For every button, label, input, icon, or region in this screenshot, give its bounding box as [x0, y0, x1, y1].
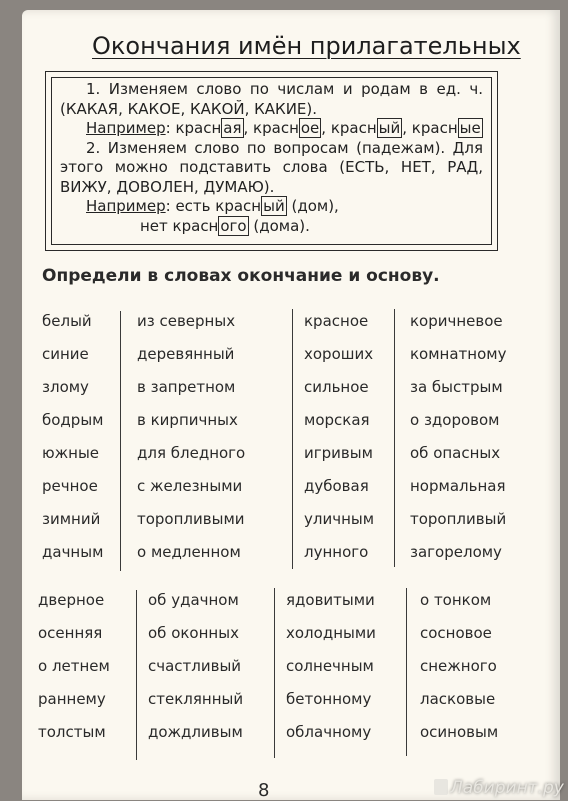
example-label: Например: [86, 119, 166, 137]
word: злому: [42, 378, 89, 396]
word: за быстрым: [410, 378, 503, 396]
word: дверное: [38, 591, 105, 609]
task-heading: Определи в словах окончание и основу.: [42, 266, 440, 286]
page-title: Окончания имён прилагательных: [92, 32, 521, 60]
word-column: [42, 305, 103, 569]
word: морская: [304, 411, 370, 429]
column-divider: [406, 588, 407, 756]
page-number: 8: [258, 780, 270, 801]
word-column: [410, 305, 506, 569]
word: об удачном: [148, 591, 239, 609]
word: речное: [42, 477, 98, 495]
rule-paragraph-2: 2. Изменяем слово по вопросам (падежам). Для этого можно подставить слова (ЕСТЬ, НЕТ, РАД, ВИЖУ, ДОВОЛЕН, ДУМАЮ).: [60, 138, 483, 196]
ending-box: ого: [220, 216, 247, 235]
word-column: [286, 584, 376, 749]
word-column: [420, 584, 498, 749]
word-column: [304, 305, 374, 569]
word: белый: [42, 312, 92, 330]
ending-box: ая: [223, 119, 242, 137]
word: о летнем: [38, 657, 110, 675]
column-divider: [274, 588, 275, 758]
word-column: [137, 305, 245, 569]
word: ласковые: [420, 690, 496, 708]
rule-box: [45, 71, 498, 251]
watermark-text: Лабиринт.ру: [450, 778, 564, 798]
rule-paragraph-1: 1. Изменяем слово по числам и родам в ед. ч. (КАКАЯ, КАКОЕ, КАКОЙ, КАКИЕ).: [60, 80, 483, 118]
word: хороших: [304, 345, 374, 363]
word: с железными: [137, 477, 243, 495]
word: дачным: [42, 543, 104, 561]
word: сосновое: [420, 624, 492, 642]
word: в кирпичных: [137, 411, 238, 429]
word: о тонком: [420, 591, 492, 609]
rule-example-2-line-1: Например: есть красн ый (дом),: [86, 197, 339, 215]
word: комнатному: [410, 345, 507, 363]
word-column: [38, 584, 110, 749]
word: синие: [42, 345, 89, 363]
word: об оконных: [148, 624, 239, 642]
ending-box: ый: [263, 197, 285, 215]
word: торопливый: [410, 510, 507, 528]
example-label: Например: [86, 197, 166, 215]
word: для бледного: [137, 444, 246, 462]
word: бодрым: [42, 411, 104, 429]
word: стеклянный: [148, 690, 244, 708]
column-divider: [120, 311, 121, 571]
word: коричневое: [410, 312, 503, 330]
word: загорелому: [410, 543, 502, 561]
word: деревянный: [137, 345, 235, 363]
word: красное: [304, 312, 369, 330]
word: холодными: [286, 624, 376, 642]
word: игривым: [304, 444, 373, 462]
word: снежного: [420, 657, 497, 675]
word: солнечным: [286, 657, 374, 675]
word: осенняя: [38, 624, 103, 642]
word: дубовая: [304, 477, 369, 495]
labirint-logo-icon: [434, 779, 448, 795]
word: зимний: [42, 510, 101, 528]
word: бетонному: [286, 690, 372, 708]
word-column: [148, 584, 243, 749]
rule-example-1: Например: красн ая , красн ое , красн ый , красн ые: [86, 119, 481, 137]
word: нормальная: [410, 477, 506, 495]
ending-box: ое: [300, 119, 320, 137]
workbook-page: [22, 10, 564, 801]
word: толстым: [38, 723, 106, 741]
word: сильное: [304, 378, 369, 396]
word: о медленном: [137, 543, 241, 561]
rule-example-2-line-2: нет красн ого (дома).: [140, 216, 310, 235]
word: о здоровом: [410, 411, 500, 429]
word: счастливый: [148, 657, 242, 675]
word: из северных: [137, 312, 236, 330]
column-divider: [292, 309, 293, 569]
rule-content: [51, 77, 492, 245]
word: осиновым: [420, 723, 499, 741]
ending-box: ые: [459, 119, 481, 137]
column-divider: [136, 590, 137, 760]
word: в запретном: [137, 378, 236, 396]
word: об опасных: [410, 444, 501, 462]
watermark-logo: [434, 778, 564, 798]
word: раннему: [38, 690, 106, 708]
word: торопливыми: [137, 510, 245, 528]
word: облачному: [286, 723, 372, 741]
word: лунного: [304, 543, 369, 561]
ending-box: ый: [378, 119, 401, 137]
word: южные: [42, 444, 100, 462]
word: ядовитыми: [286, 591, 375, 609]
column-divider: [394, 309, 395, 567]
word: уличным: [304, 510, 375, 528]
word: дождливым: [148, 723, 243, 741]
